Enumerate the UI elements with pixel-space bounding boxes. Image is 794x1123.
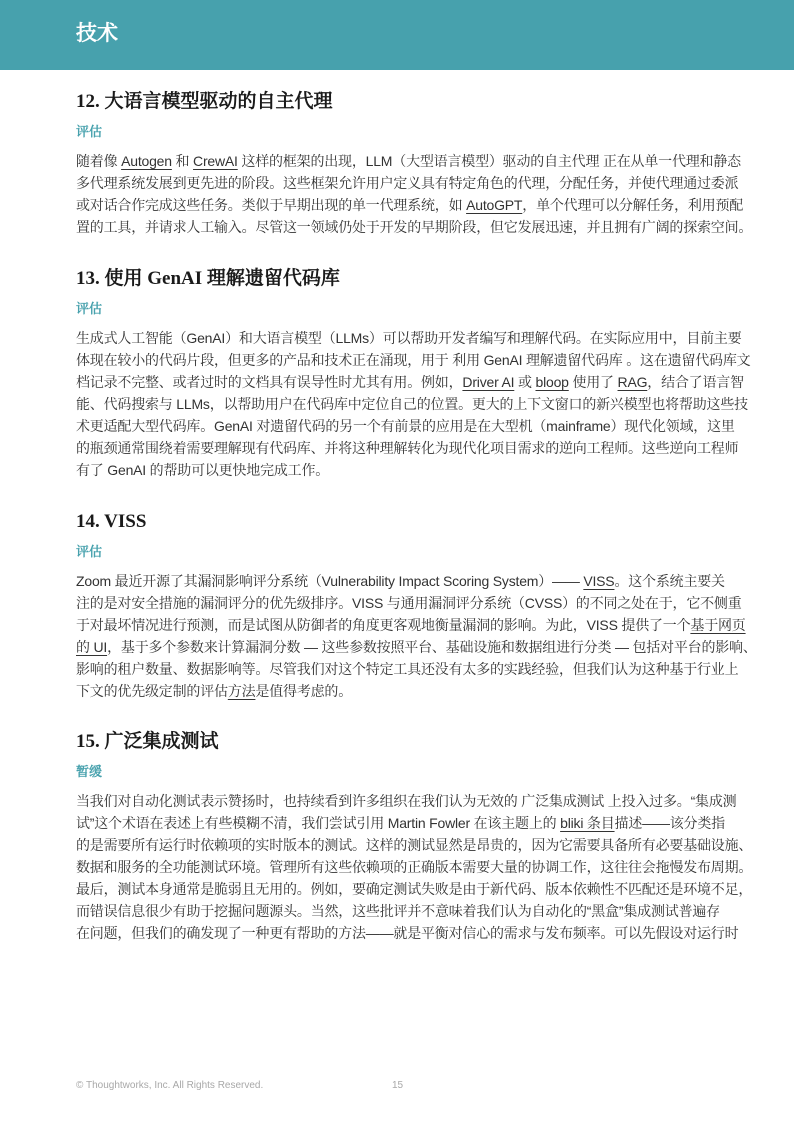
text-line bbox=[76, 790, 737, 812]
text-run: 或对话合作完成这些任务。类似于早期出现的单一代理系统，如 bbox=[76, 197, 467, 213]
text-run: 下文的优先级定制的评估 bbox=[76, 683, 228, 699]
text-run: 在问题，但我们的确发现了一种更有帮助的方法——就是平衡对信心的需求与发布频率。可以先假设对运行时 bbox=[76, 925, 739, 941]
text-run: ，单个代理可以分解任务，利用预配 bbox=[522, 197, 744, 213]
text-line bbox=[76, 327, 742, 349]
link-rag[interactable]: RAG bbox=[617, 374, 648, 390]
text-run: 的瓶颈通常围绕着需要理解现有代码库、并将这种理解转化为现代化项目需求的逆向工程师。这些逆向工程师 bbox=[76, 440, 739, 456]
link-driver-ai[interactable]: Driver AI bbox=[462, 374, 515, 390]
text-run: 体现在较小的代码片段，但更多的产品和技术正在涌现，用于 利用 GenAI 理解遗留代码库 。这在遗留代码库文 bbox=[76, 352, 751, 368]
blip-title: 12. 大语言模型驱动的自主代理 bbox=[76, 91, 333, 112]
text-line bbox=[76, 216, 753, 238]
inline-link[interactable]: 方法 bbox=[227, 683, 256, 699]
text-run: 这样的框架的出现，LLM（大型语言模型）驱动的自主代理 正在从单一代理和静态 bbox=[237, 153, 741, 169]
text-run: 档记录不完整、或者过时的文档具有误导性时尤其有用。例如， bbox=[76, 374, 463, 390]
link-crewai[interactable]: CrewAI bbox=[193, 153, 238, 169]
copyright-notice: © Thoughtworks, Inc. All Rights Reserved. bbox=[76, 1080, 264, 1091]
link-autogen[interactable]: Autogen bbox=[121, 153, 172, 169]
ring-label: 暂缓 bbox=[76, 764, 103, 779]
text-line bbox=[76, 371, 744, 393]
text-run: 使用了 bbox=[568, 374, 618, 390]
link-viss[interactable]: VISS bbox=[583, 573, 615, 589]
text-run: 试”这个术语在表述上有些模糊不清，我们尝试引用 Martin Fowler 在该主题上的 bbox=[76, 815, 561, 831]
text-line bbox=[76, 194, 744, 216]
text-line bbox=[76, 922, 739, 944]
text-line bbox=[76, 150, 741, 172]
text-line bbox=[76, 812, 725, 834]
text-run: ，基于多个参数来计算漏洞分数 — 这些参数按照平台、基础设施和数据组进行分类 — 包括对平台的影响、 bbox=[107, 639, 757, 655]
text-line bbox=[76, 834, 753, 856]
blip-section-13 bbox=[76, 266, 751, 481]
blip-title: 14. VISS bbox=[76, 511, 147, 532]
text-run: 影响的租户数量、数据影响等。尽管我们对这个特定工具还没有太多的实践经验，但我们认为这种基于行业上 bbox=[76, 661, 739, 677]
text-run: 能、代码搜索与 LLMs，以帮助用户在代码库中定位自己的位置。更大的上下文窗口的新兴模型也将帮助这些技 bbox=[76, 396, 748, 412]
quadrant-title: 技术 bbox=[76, 22, 118, 45]
blip-description bbox=[76, 150, 753, 238]
text-run: 当我们对自动化测试表示赞扬时，也持续看到许多组织在我们认为无效的 广泛集成测试 上投入过多。“集成测 bbox=[76, 793, 737, 809]
link-ui[interactable]: 的 UI bbox=[76, 639, 108, 655]
ring-label: 评估 bbox=[76, 124, 103, 139]
text-line bbox=[76, 172, 739, 194]
blip-description bbox=[76, 327, 751, 481]
blip-section-14 bbox=[76, 509, 757, 702]
link-bloop[interactable]: bloop bbox=[535, 374, 569, 390]
text-line bbox=[76, 570, 725, 592]
blip-section-12 bbox=[76, 89, 753, 238]
text-line bbox=[76, 900, 720, 922]
blip-description bbox=[76, 570, 757, 702]
text-run: 置的工具，并请求人工输入。尽管这一领域仍处于开发的早期阶段，但它发展迅速，并且拥有广阔的探索空间。 bbox=[76, 219, 753, 235]
text-run: 随着像 bbox=[76, 153, 122, 169]
text-run: 术更适配大型代码库。GenAI 对遗留代码的另一个有前景的应用是在大型机（mainframe）现代化领域，这里 bbox=[76, 418, 735, 434]
text-line bbox=[76, 658, 739, 680]
text-line bbox=[76, 393, 748, 415]
text-line bbox=[76, 437, 739, 459]
link-bliki[interactable]: bliki 条目 bbox=[560, 815, 615, 831]
text-line bbox=[76, 459, 720, 481]
page-number: 15 bbox=[392, 1080, 404, 1091]
inline-link[interactable]: 基于网页 bbox=[690, 617, 746, 633]
text-line bbox=[76, 415, 735, 437]
text-run: Zoom 最近开源了其漏洞影响评分系统（Vulnerability Impact Scoring System）—— bbox=[76, 573, 584, 589]
ring-label: 评估 bbox=[76, 301, 103, 316]
text-run: 和 bbox=[171, 153, 194, 169]
text-run: 的是需要所有运行时依赖项的实时版本的测试。这样的测试显然是昂贵的，因为它需要具备所有必要基础设施、 bbox=[76, 837, 753, 853]
text-run: 生成式人工智能（GenAI）和大语言模型（LLMs）可以帮助开发者编写和理解代码。在实际应用中，目前主要 bbox=[76, 330, 742, 346]
blip-section-15 bbox=[76, 729, 753, 944]
text-run: 有了 GenAI 的帮助可以更快地完成工作。 bbox=[76, 462, 330, 478]
text-line bbox=[76, 592, 742, 614]
text-run: 或 bbox=[514, 374, 536, 390]
text-line bbox=[76, 349, 751, 371]
section-header-bar bbox=[0, 0, 794, 70]
text-line bbox=[76, 856, 753, 878]
text-run: 注的是对安全措施的漏洞评分的优先级排序。VISS 与通用漏洞评分系统（CVSS）的不同之处在于，它不侧重 bbox=[76, 595, 742, 611]
text-run: 数据和服务的全功能测试环境。管理所有这些依赖项的正确版本需要大量的协调工作，这往往会拖慢发布周期。 bbox=[76, 859, 753, 875]
blip-title: 15. 广泛集成测试 bbox=[76, 731, 219, 752]
text-line bbox=[76, 680, 720, 702]
text-run: 多代理系统发展到更先进的阶段。这些框架允许用户定义具有特定角色的代理，分配任务，并使代理通过委派 bbox=[76, 175, 739, 191]
text-run: 。这个系统主要关 bbox=[614, 573, 725, 589]
text-line bbox=[76, 636, 757, 658]
link-autogpt[interactable]: AutoGPT bbox=[466, 197, 523, 213]
text-run: ，结合了语言智 bbox=[647, 374, 744, 390]
text-run: 最后，测试本身通常是脆弱且无用的。例如，要确定测试失败是由于新代码、版本依赖性不匹配还是环境不足， bbox=[76, 881, 753, 897]
text-run: 描述——该分类指 bbox=[614, 815, 725, 831]
ring-label: 评估 bbox=[76, 544, 103, 559]
blip-title: 13. 使用 GenAI 理解遗留代码库 bbox=[76, 268, 340, 289]
text-line bbox=[76, 878, 753, 900]
blip-description bbox=[76, 790, 753, 944]
text-run: 于对最坏情况进行预测，而是试图从防御者的角度更客观地衡量漏洞的影响。为此，VISS 提供了一个 bbox=[76, 617, 691, 633]
text-line bbox=[76, 614, 746, 636]
text-run: 是值得考虑的。 bbox=[255, 683, 353, 699]
text-run: 而错误信息很少有助于挖掘问题源头。当然，这些批评并不意味着我们认为自动化的“黑盒”集成测试普遍存 bbox=[76, 903, 720, 919]
